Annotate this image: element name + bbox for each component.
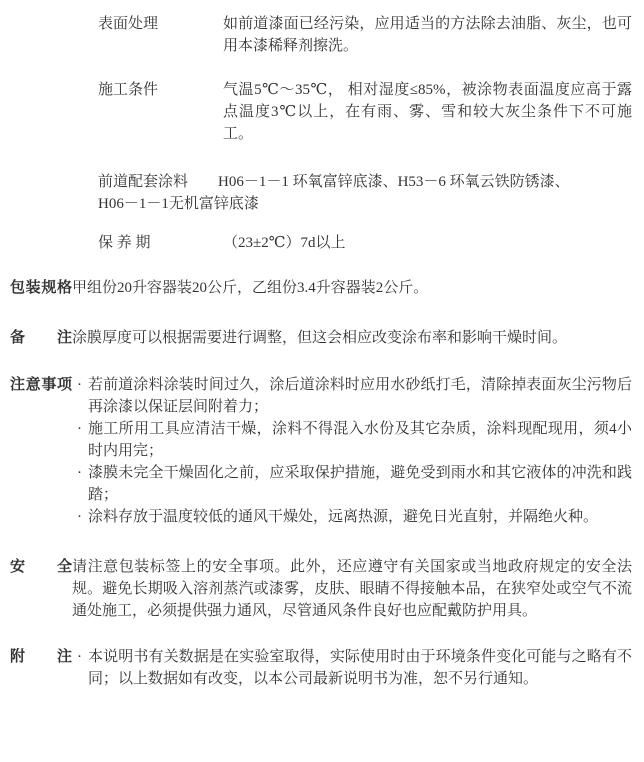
section-appendix-note — [0, 646, 644, 690]
section-text-safety: 请注意包装标签上的安全事项。此外，还应遵守有关国家或当地政府规定的安全法规。避免长期吸入溶剂蒸汽或漆雾，皮肤、眼睛不得接触本品，在狭窄处或空气不流通处施工，必须提供强力通风，尽管通风条件良好也应配戴防护用具。 — [72, 559, 632, 619]
section-surface-treatment — [0, 13, 644, 57]
bullet-icon: · — [77, 377, 82, 393]
bullet-icon: · — [77, 465, 82, 481]
section-text-previous-coatings-line2: H06－1－1无机富锌底漆 — [98, 196, 259, 212]
section-text-remarks: 涂膜厚度可以根据需要进行调整，但这会相应改变涂布率和影响干燥时间。 — [72, 330, 568, 346]
section-text-previous-coatings-line1: H06－1－1 环氧富锌底漆、H53－6 环氧云铁防锈漆、 — [218, 174, 570, 190]
section-packaging-spec — [0, 277, 644, 299]
section-text-application-conditions: 气温5℃～35℃， 相对湿度≤85%，被涂物表面温度应高于露点温度3℃以上，在有雨、雾、雪和较大灰尘条件下不可施工。 — [223, 82, 632, 142]
precaution-text-3: 漆膜未完全干燥固化之前，应采取保护措施，避免受到雨水和其它液体的冲洗和践踏； — [88, 465, 632, 503]
section-precautions — [0, 374, 644, 528]
precautions-list — [72, 374, 632, 528]
precaution-text-4: 涂料存放于温度较低的通风干燥处，远离热源，避免日光直射，并隔绝火种。 — [88, 509, 599, 525]
section-previous-compatible-coatings — [0, 171, 632, 215]
list-item — [72, 506, 632, 528]
bullet-icon: · — [77, 421, 82, 437]
section-label-packaging-spec: 包装规格 — [10, 279, 72, 296]
section-label-previous-compatible-coatings: 前道配套涂料 — [98, 174, 189, 190]
section-label-curing-period: 保 养 期 — [98, 235, 151, 251]
list-item — [72, 462, 632, 506]
section-label-remarks: 备 注 — [10, 329, 72, 346]
section-text-surface-treatment: 如前道漆面已经污染，应用适当的方法除去油脂、灰尘，也可用本漆稀释剂擦洗。 — [223, 16, 632, 54]
bullet-icon: · — [77, 509, 82, 525]
section-label-precautions: 注意事项 — [10, 376, 72, 393]
section-text-curing-period: （23±2℃）7d以上 — [223, 235, 346, 251]
section-application-conditions — [0, 79, 644, 145]
section-remarks — [0, 327, 644, 349]
precaution-text-2: 施工所用工具应清洁干燥，涂料不得混入水份及其它杂质，涂料现配现用，须4小时内用完； — [88, 421, 632, 459]
section-safety — [0, 556, 644, 622]
section-text-packaging-spec: 甲组份20升容器装20公斤，乙组份3.4升容器装2公斤。 — [72, 280, 429, 296]
section-label-application-conditions: 施工条件 — [98, 82, 159, 98]
section-curing-period — [0, 232, 644, 254]
bullet-icon: · — [77, 649, 82, 665]
appendix-note-list — [72, 646, 632, 690]
appendix-note-text-1: 本说明书有关数据是在实验室取得，实际使用时由于环境条件变化可能与之略有不同；以上数据如有改变，以本公司最新说明书为准，恕不另行通知。 — [88, 649, 632, 687]
section-label-appendix-note: 附 注 — [10, 648, 72, 665]
precaution-text-1: 若前道涂料涂装时间过久，涂后道涂料时应用水砂纸打毛，清除掉表面灰尘污物后再涂漆以保证层间附着力； — [88, 377, 632, 415]
list-item — [72, 646, 632, 690]
list-item — [72, 418, 632, 462]
list-item — [72, 374, 632, 418]
section-label-surface-treatment: 表面处理 — [98, 16, 159, 32]
section-label-safety: 安 全 — [10, 558, 72, 575]
